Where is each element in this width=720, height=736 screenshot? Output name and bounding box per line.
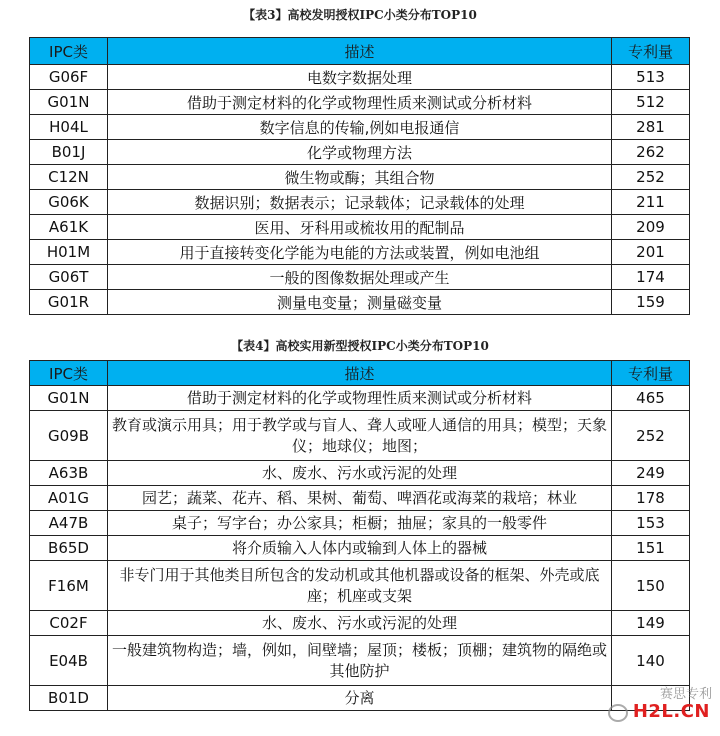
description-cell: 数据识别；数据表示；记录载体；记录载体的处理 — [108, 190, 612, 215]
header-description: 描述 — [108, 38, 612, 65]
table-header-row — [30, 361, 690, 386]
ipc-code-cell: G01N — [30, 386, 108, 411]
count-cell: 249 — [612, 461, 690, 486]
count-cell: 201 — [612, 240, 690, 265]
table-row — [30, 411, 690, 461]
table-row — [30, 461, 690, 486]
ipc-code-cell: A63B — [30, 461, 108, 486]
description-cell: 借助于测定材料的化学或物理性质来测试或分析材料 — [108, 386, 612, 411]
table-row — [30, 65, 690, 90]
table-row — [30, 190, 690, 215]
count-cell: 252 — [612, 411, 690, 461]
table-row — [30, 636, 690, 686]
table-header-row — [30, 38, 690, 65]
count-cell: 178 — [612, 486, 690, 511]
ipc-code-cell: C02F — [30, 611, 108, 636]
count-cell: 512 — [612, 90, 690, 115]
ipc-utility-model-table — [29, 360, 690, 711]
description-cell: 水、废水、污水或污泥的处理 — [108, 611, 612, 636]
description-cell: 桌子；写字台；办公家具；柜橱；抽屉；家具的一般零件 — [108, 511, 612, 536]
description-cell: 电数字数据处理 — [108, 65, 612, 90]
header-ipc: IPC类 — [30, 361, 108, 386]
ipc-code-cell: G09B — [30, 411, 108, 461]
count-cell: 465 — [612, 386, 690, 411]
table-row — [30, 140, 690, 165]
description-cell: 用于直接转变化学能为电能的方法或装置，例如电池组 — [108, 240, 612, 265]
count-cell: 149 — [612, 611, 690, 636]
count-cell: 262 — [612, 140, 690, 165]
description-cell: 一般的图像数据处理或产生 — [108, 265, 612, 290]
ipc-invention-table — [29, 37, 690, 315]
watermark-logo: H2L.CN — [632, 701, 710, 722]
wechat-icon — [608, 704, 628, 722]
watermark-subtext: 赛思专利 — [659, 687, 712, 702]
header-count: 专利量 — [612, 361, 690, 386]
description-cell: 园艺；蔬菜、花卉、稻、果树、葡萄、啤酒花或海菜的栽培；林业 — [108, 486, 612, 511]
ipc-code-cell: B01J — [30, 140, 108, 165]
description-cell: 借助于测定材料的化学或物理性质来测试或分析材料 — [108, 90, 612, 115]
count-cell: 153 — [612, 511, 690, 536]
ipc-code-cell: G06K — [30, 190, 108, 215]
description-cell: 测量电变量；测量磁变量 — [108, 290, 612, 315]
description-cell: 化学或物理方法 — [108, 140, 612, 165]
table-row — [30, 536, 690, 561]
table-row — [30, 90, 690, 115]
table-row — [30, 290, 690, 315]
count-cell: 252 — [612, 165, 690, 190]
count-cell: 140 — [612, 636, 690, 686]
table-row — [30, 386, 690, 411]
ipc-code-cell: A01G — [30, 486, 108, 511]
header-ipc: IPC类 — [30, 38, 108, 65]
table-row — [30, 240, 690, 265]
count-cell: 211 — [612, 190, 690, 215]
table-row — [30, 686, 690, 711]
table-row — [30, 561, 690, 611]
ipc-code-cell: B65D — [30, 536, 108, 561]
description-cell: 一般建筑物构造；墙，例如，间壁墙；屋顶；楼板；顶棚；建筑物的隔绝或其他防护 — [108, 636, 612, 686]
count-cell: 174 — [612, 265, 690, 290]
ipc-code-cell: E04B — [30, 636, 108, 686]
ipc-code-cell: A61K — [30, 215, 108, 240]
description-cell: 分离 — [108, 686, 612, 711]
description-cell: 微生物或酶；其组合物 — [108, 165, 612, 190]
count-cell: 209 — [612, 215, 690, 240]
table-row — [30, 165, 690, 190]
count-cell: 150 — [612, 561, 690, 611]
ipc-code-cell: H01M — [30, 240, 108, 265]
table-row — [30, 115, 690, 140]
description-cell: 医用、牙科用或梳妆用的配制品 — [108, 215, 612, 240]
table-row — [30, 265, 690, 290]
header-count: 专利量 — [612, 38, 690, 65]
count-cell: 159 — [612, 290, 690, 315]
table2-caption: 【表4】高校实用新型授权IPC小类分布TOP10 — [231, 339, 489, 353]
table-row — [30, 511, 690, 536]
table-row — [30, 486, 690, 511]
description-cell: 水、废水、污水或污泥的处理 — [108, 461, 612, 486]
ipc-code-cell: C12N — [30, 165, 108, 190]
description-cell: 非专门用于其他类目所包含的发动机或其他机器或设备的框架、外壳或底座；机座或支架 — [108, 561, 612, 611]
description-cell: 教育或演示用具；用于教学或与盲人、聋人或哑人通信的用具；模型；天象仪；地球仪；地图； — [108, 411, 612, 461]
header-description: 描述 — [108, 361, 612, 386]
ipc-code-cell: A47B — [30, 511, 108, 536]
table-row — [30, 611, 690, 636]
ipc-code-cell: H04L — [30, 115, 108, 140]
count-cell: 281 — [612, 115, 690, 140]
ipc-code-cell: G01R — [30, 290, 108, 315]
ipc-code-cell: G06F — [30, 65, 108, 90]
table-row — [30, 215, 690, 240]
count-cell: 151 — [612, 536, 690, 561]
ipc-code-cell: G01N — [30, 90, 108, 115]
description-cell: 将介质输入人体内或输到人体上的器械 — [108, 536, 612, 561]
description-cell: 数字信息的传输,例如电报通信 — [108, 115, 612, 140]
ipc-code-cell: G06T — [30, 265, 108, 290]
ipc-code-cell: B01D — [30, 686, 108, 711]
table1-caption: 【表3】高校发明授权IPC小类分布TOP10 — [243, 8, 477, 22]
count-cell: 513 — [612, 65, 690, 90]
ipc-code-cell: F16M — [30, 561, 108, 611]
